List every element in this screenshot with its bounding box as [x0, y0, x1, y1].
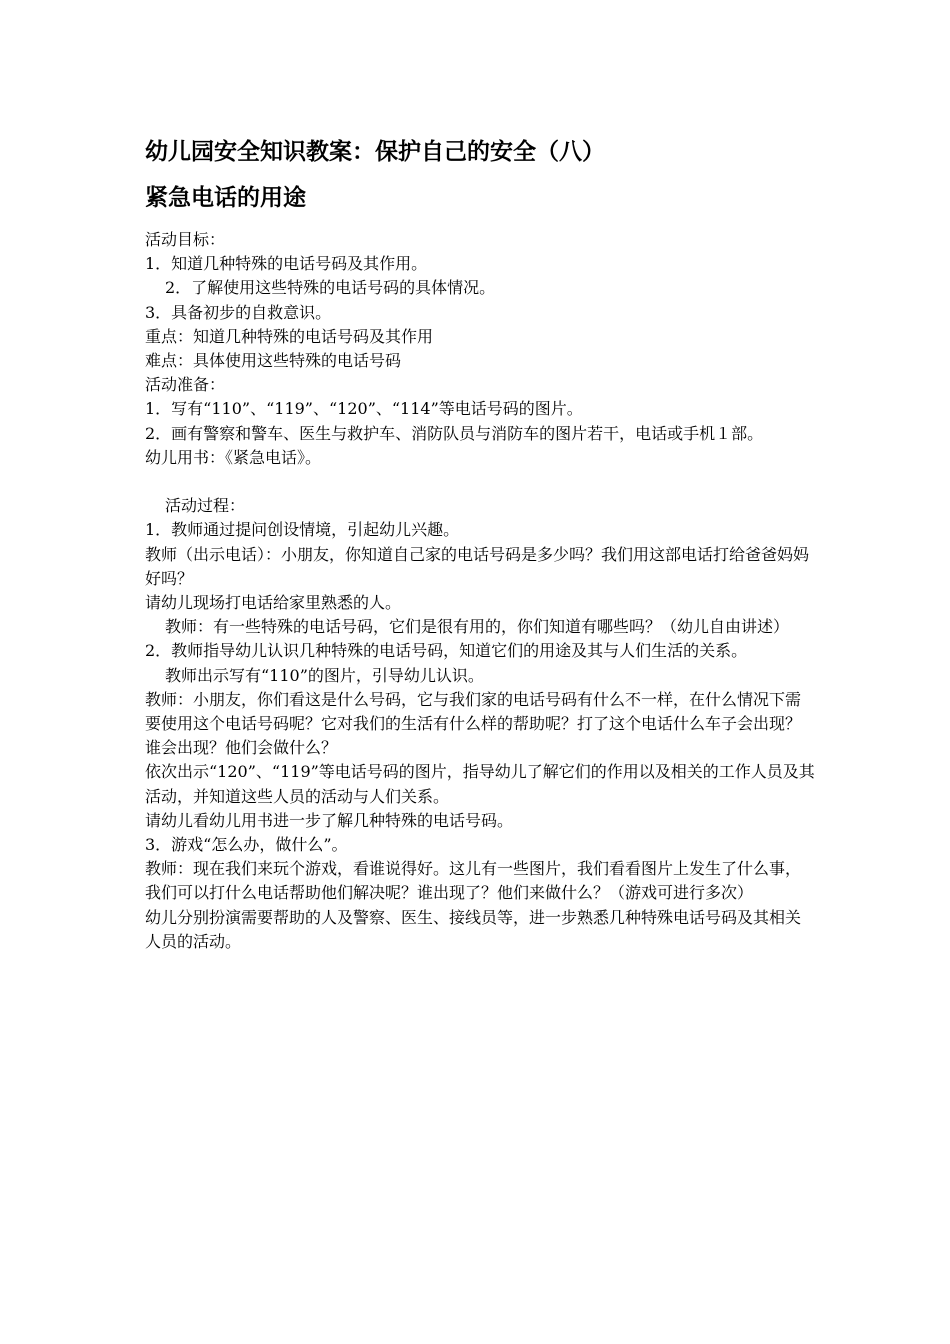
paragraph: 活动目标： [145, 230, 226, 249]
paragraph: 难点：具体使用这些特殊的电话号码 [145, 351, 402, 371]
paragraph: 教师：小朋友，你们看这是什么号码，它与我们家的电话号码有什么不一样，在什么情况下需要使用这个电话号码呢？它对我们的生活有什么样的帮助呢？打了这个电话什么车子会出现？谁会出现？他们会做什么？ [145, 689, 802, 758]
paragraph [145, 470, 815, 494]
paragraph: 幼儿用书：《紧急电话》。 [145, 447, 322, 467]
paragraph: 活动过程： [165, 496, 246, 516]
paragraph: 1．写有“110”、“119”、“120”、“114”等电话号码的图片。 [145, 399, 583, 419]
paragraph: 请幼儿现场打电话给家里熟悉的人。 [145, 593, 402, 613]
document-subtitle: 紧急电话的用途 [145, 185, 306, 211]
paragraph: 请幼儿看幼儿用书进一步了解几种特殊的电话号码。 [145, 810, 514, 830]
paragraph: 幼儿分别扮演需要帮助的人及警察、医生、接线员等，进一步熟悉几种特殊电话号码及其相关人员的活动。 [145, 907, 802, 951]
document-body [145, 228, 815, 954]
paragraph: 1．教师通过提问创设情境，引起幼儿兴趣。 [145, 520, 460, 540]
paragraph: 教师（出示电话）：小朋友，你知道自己家的电话号码是多少吗？我们用这部电话打给爸爸妈妈好吗？ [145, 544, 810, 588]
paragraph: 1．知道几种特殊的电话号码及其作用。 [145, 254, 428, 274]
paragraph: 2．教师指导幼儿认识几种特殊的电话号码，知道它们的用途及其与人们生活的关系。 [145, 641, 748, 661]
paragraph: 3．具备初步的自救意识。 [145, 302, 332, 322]
paragraph: 教师：有一些特殊的电话号码，它们是很有用的，你们知道有哪些吗？（幼儿自由讲述） [165, 617, 790, 637]
paragraph: 教师出示写有“110”的图片，引导幼儿认识。 [165, 665, 484, 685]
document-title: 幼儿园安全知识教案：保护自己的安全（八） [145, 139, 605, 165]
paragraph: 3．游戏“怎么办，做什么”。 [145, 835, 348, 855]
paragraph: 重点：知道几种特殊的电话号码及其作用 [145, 326, 434, 346]
paragraph: 依次出示“120”、“119”等电话号码的图片，指导幼儿了解它们的作用以及相关的工作人员及其活动，并知道这些人员的活动与人们关系。 [145, 762, 815, 806]
paragraph: 2．了解使用这些特殊的电话号码的具体情况。 [165, 278, 496, 298]
paragraph: 2．画有警察和警车、医生与救护车、消防队员与消防车的图片若干，电话或手机１部。 [145, 423, 764, 443]
paragraph: 教师：现在我们来玩个游戏，看谁说得好。这儿有一些图片，我们看看图片上发生了什么事，我们可以打什么电话帮助他们解决呢？谁出现了？他们来做什么？（游戏可进行多次） [145, 859, 802, 903]
document-content [145, 136, 815, 954]
paragraph: 活动准备： [145, 375, 226, 395]
